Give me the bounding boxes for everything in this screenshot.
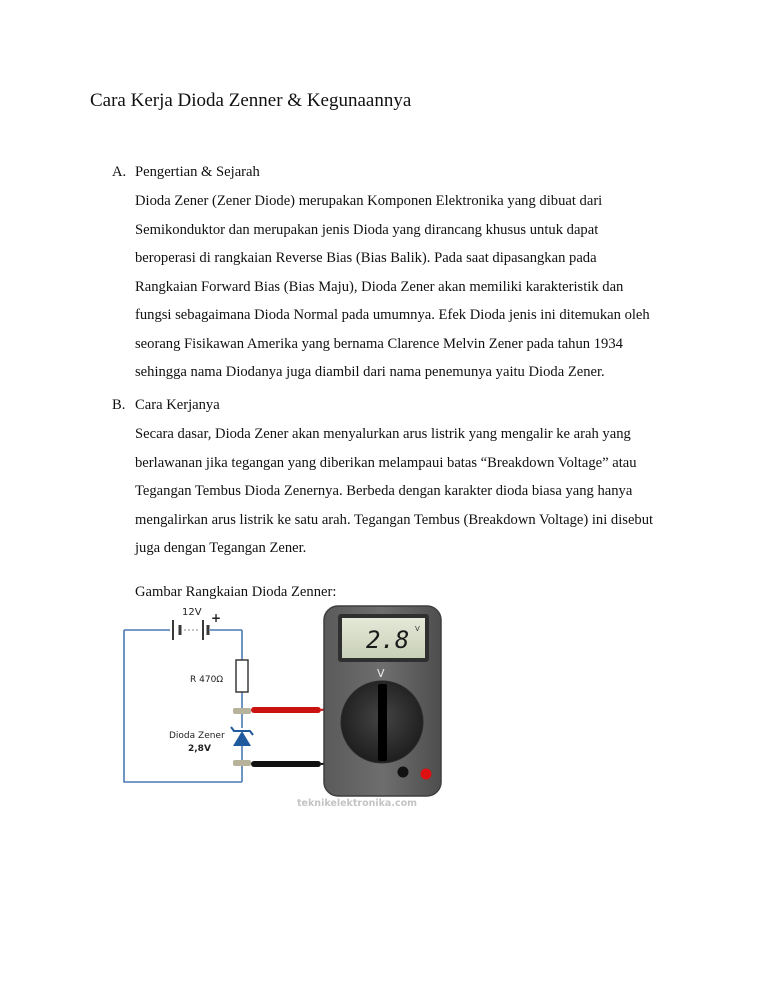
figure-caption: Gambar Rangkaian Dioda Zenner: [135,584,337,600]
section-a-heading [112,164,260,181]
zener-diode-icon [231,727,253,746]
watermark-text: teknikelektronika.com [297,798,418,809]
probe-contact-top [233,708,251,714]
document-title: Cara Kerja Dioda Zenner & Kegunaannya [90,90,412,111]
section-a-letter: A. [112,164,127,180]
meter-reading: 2.8 [366,626,410,654]
section-b-title: Cara Kerjanya [135,397,220,413]
section-a-title: Pengertian & Sejarah [135,164,260,180]
battery-plus-sign: + [211,611,222,625]
zener-circuit-figure [118,600,453,810]
meter-reading-unit: V [415,625,420,633]
paragraph-line: berlawanan jika tegangan yang diberikan melampaui batas “Breakdown Voltage” atau [135,454,637,471]
paragraph-line: beroperasi di rangkaian Reverse Bias (Bias Balik). Pada saat dipasangkan pada [135,250,597,266]
resistor-label: R 470Ω [190,675,224,685]
battery-label: 12V [182,607,202,618]
diode-value: 2,8V [188,744,211,754]
section-b-letter: B. [112,397,126,413]
diode-label: Dioda Zener [169,731,225,741]
paragraph-line: juga dengan Tegangan Zener. [135,540,307,556]
battery-icon [173,620,208,640]
paragraph-line: Semikonduktor dan merupakan jenis Dioda yang dirancang khusus untuk dapat [135,221,599,238]
paragraph-line: Secara dasar, Dioda Zener akan menyalurkan arus listrik yang mengalir ke arah yang [135,426,631,442]
dial-label: V [377,667,385,680]
section-b-heading [112,397,220,414]
paragraph-line: sehingga nama Diodanya juga diambil dari nama penemunya yaitu Dioda Zener. [135,364,605,380]
resistor-icon [236,660,248,692]
circuit-wires [124,630,242,782]
paragraph-line: mengalirkan arus listrik ke satu arah. Tegangan Tembus (Breakdown Voltage) ini disebut [135,511,654,528]
paragraph-line: fungsi sebagaimana Dioda Normal pada umumnya. Efek Dioda jenis ini ditemukan oleh [135,307,650,323]
paragraph-line: Rangkaian Forward Bias (Bias Maju), Dioda Zener akan memiliki karakteristik dan [135,278,624,295]
paragraph-line: Dioda Zener (Zener Diode) merupakan Komponen Elektronika yang dibuat dari [135,193,603,209]
paragraph-line: Tegangan Tembus Dioda Zenernya. Berbeda dengan karakter dioda biasa yang hanya [135,483,633,499]
probe-contact-bottom [233,760,251,766]
paragraph-line: seorang Fisikawan Amerika yang bernama Clarence Melvin Zener pada tahun 1934 [135,335,623,352]
